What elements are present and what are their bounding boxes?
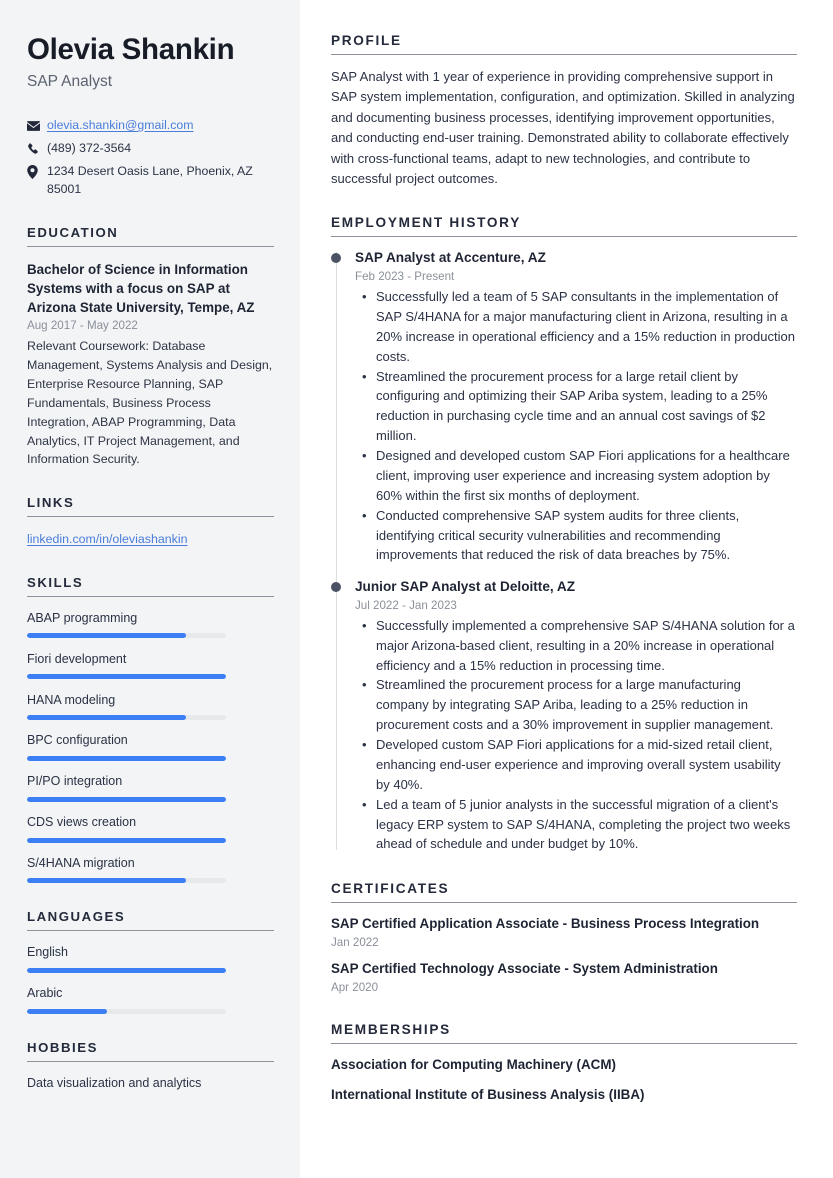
hobbies-divider	[27, 1061, 274, 1062]
language-label: English	[27, 945, 68, 960]
skill-label: CDS views creation	[27, 815, 137, 830]
certificate-title: SAP Certified Technology Associate - System Administration	[331, 961, 718, 977]
map-pin-icon	[27, 164, 47, 181]
section-profile	[331, 33, 797, 189]
skill-label: Fiori development	[27, 651, 127, 666]
skill-row	[27, 610, 274, 638]
certificate-item	[331, 960, 797, 996]
job-bullet: • Streamlined the procurement process for a large retail client by configuring and optimizing their SAP Ariba system, leading to a 25% reduction in purchasing cycle time and an annual cost savings of $2 million.	[374, 367, 797, 447]
memberships-heading: MEMBERSHIPS	[331, 1022, 451, 1038]
membership-item: International Institute of Business Analysis (IIBA)	[331, 1087, 645, 1103]
profile-heading: PROFILE	[331, 33, 402, 48]
job-bullet: • Streamlined the procurement process for a large manufacturing company by integrating SAP Ariba, leading to a 25% reduction in procurement costs and a 30% improvement in supplier management.	[374, 675, 797, 735]
language-row	[27, 985, 274, 1013]
hobbies-heading: HOBBIES	[27, 1039, 98, 1055]
languages-heading: LANGUAGES	[27, 909, 126, 925]
certificate-date: Apr 2020	[331, 981, 379, 995]
linkedin-link[interactable]: linkedin.com/in/oleviashankin	[27, 532, 188, 547]
certificate-item	[331, 915, 797, 951]
contact-phone-text: (489) 372-3564	[47, 140, 132, 155]
email-link[interactable]: olevia.shankin@gmail.com	[47, 117, 194, 132]
page-title: Olevia Shankin	[27, 33, 235, 66]
job-title: SAP Analyst	[27, 72, 113, 90]
contact-phone-row	[27, 140, 274, 158]
skill-level-track	[27, 715, 226, 720]
sidebar	[0, 0, 300, 1178]
contact-address-text: 1234 Desert Oasis Lane, Phoenix, AZ 85001	[47, 163, 253, 196]
membership-item: Association for Computing Machinery (ACM)	[331, 1057, 616, 1073]
education-title: Bachelor of Science in Information Systems with a focus on SAP at Arizona State University, Tempe, AZ	[27, 261, 255, 315]
job-bullet: • Designed and developed custom SAP Fiori applications for a healthcare client, improving user experience and increasing system adoption by 60% within the first six months of deployment.	[374, 446, 797, 506]
skill-level-track	[27, 633, 226, 638]
main-column	[300, 0, 833, 1178]
section-hobbies	[27, 1040, 274, 1093]
skill-level-track	[27, 674, 226, 679]
employment-heading: EMPLOYMENT HISTORY	[331, 215, 521, 231]
profile-text: SAP Analyst with 1 year of experience in providing comprehensive support in SAP system implementation, configuration, and optimization. Skilled in analyzing and documenting business processes, identifying improvement opportunities, and conducting end-user training. Demonstrated ability to collaborate effectively with cross-functional teams, adapt to new technologies, and contribute to successful project outcomes.	[331, 69, 795, 187]
envelope-icon	[27, 118, 47, 135]
job-bullet: • Led a team of 5 junior analysts in the successful migration of a client's legacy ERP system to SAP S/4HANA, completing the project two weeks ahead of schedule and under budget by 10%.	[374, 795, 797, 855]
skill-level-fill	[27, 715, 186, 720]
skills-divider	[27, 596, 274, 597]
skill-level-fill	[27, 674, 226, 679]
skill-label: ABAP programming	[27, 610, 138, 625]
job-title: SAP Analyst at Accenture, AZ	[355, 250, 546, 266]
job-bullets	[355, 287, 797, 565]
certificates-heading: CERTIFICATES	[331, 881, 450, 897]
language-level-track	[27, 1009, 226, 1014]
languages-divider	[27, 930, 274, 931]
skill-level-fill	[27, 797, 226, 802]
skill-level-track	[27, 878, 226, 883]
section-links	[27, 495, 274, 549]
profile-divider	[331, 54, 797, 55]
employment-timeline	[331, 249, 797, 854]
skill-level-fill	[27, 633, 186, 638]
section-education	[27, 225, 274, 470]
links-divider	[27, 516, 274, 517]
skill-row	[27, 692, 274, 720]
skill-label: BPC configuration	[27, 733, 128, 748]
section-skills	[27, 575, 274, 884]
education-date: Aug 2017 - May 2022	[27, 319, 138, 333]
skill-level-track	[27, 838, 226, 843]
memberships-divider	[331, 1043, 797, 1044]
job-title: Junior SAP Analyst at Deloitte, AZ	[355, 579, 576, 595]
links-item[interactable]	[27, 530, 274, 549]
section-employment	[331, 215, 797, 854]
section-memberships	[331, 1022, 797, 1105]
skill-level-track	[27, 756, 226, 761]
skill-row	[27, 855, 274, 883]
job-bullet: • Conducted comprehensive SAP system audits for three clients, identifying critical security vulnerabilities and recommending improvements that reduced the risk of data breaches by 75%.	[374, 506, 797, 566]
education-divider	[27, 246, 274, 247]
job-entry	[355, 249, 797, 565]
skill-level-fill	[27, 838, 226, 843]
skill-row	[27, 732, 274, 760]
links-heading: LINKS	[27, 495, 75, 511]
language-row	[27, 944, 274, 972]
certificate-date: Jan 2022	[331, 936, 379, 950]
section-languages	[27, 909, 274, 1013]
education-description: Relevant Coursework: Database Management, Systems Analysis and Design, Enterprise Resource Planning, SAP Fundamentals, Business Process Integration, ABAP Programming, Data Analytics, IT Project Management, and Information Security.	[27, 339, 273, 467]
job-date: Feb 2023 - Present	[355, 269, 455, 283]
job-date: Jul 2022 - Jan 2023	[355, 598, 457, 612]
job-bullet: • Developed custom SAP Fiori applications for a mid-sized retail client, enhancing end-user experience and improving overall system usability by 40%.	[374, 735, 797, 795]
skill-row	[27, 814, 274, 842]
section-certificates	[331, 881, 797, 996]
job-bullet: • Successfully led a team of 5 SAP consultants in the implementation of SAP S/4HANA for a major manufacturing client in Arizona, resulting in a 20% increase in operational efficiency and a 15% reduction in production costs.	[374, 287, 797, 367]
contact-address-row	[27, 163, 274, 199]
skill-row	[27, 651, 274, 679]
timeline-dot-icon	[331, 253, 341, 263]
job-bullets	[355, 616, 797, 855]
phone-icon	[27, 141, 47, 158]
hobby-item: Data visualization and analytics	[27, 1075, 202, 1090]
language-level-track	[27, 968, 226, 973]
job-bullet: • Successfully implemented a comprehensive SAP S/4HANA solution for a major Arizona-based client, resulting in a 20% increase in operational efficiency and a 15% reduction in processing time.	[374, 616, 797, 676]
job-entry	[355, 578, 797, 854]
employment-divider	[331, 236, 797, 237]
contact-email-row[interactable]	[27, 117, 274, 135]
language-level-fill	[27, 968, 226, 973]
contact-list	[27, 117, 274, 199]
education-item	[27, 260, 274, 470]
education-heading: EDUCATION	[27, 224, 119, 240]
certificates-divider	[331, 902, 797, 903]
skill-level-track	[27, 797, 226, 802]
skill-label: S/4HANA migration	[27, 856, 135, 871]
skill-level-fill	[27, 878, 186, 883]
skill-level-fill	[27, 756, 226, 761]
skill-label: PI/PO integration	[27, 774, 123, 789]
language-label: Arabic	[27, 986, 63, 1001]
language-level-fill	[27, 1009, 107, 1014]
skill-label: HANA modeling	[27, 692, 116, 707]
timeline-dot-icon	[331, 582, 341, 592]
contact-email-text	[47, 117, 274, 135]
skills-heading: SKILLS	[27, 574, 84, 590]
certificate-title: SAP Certified Application Associate - Business Process Integration	[331, 916, 760, 932]
skill-row	[27, 773, 274, 801]
